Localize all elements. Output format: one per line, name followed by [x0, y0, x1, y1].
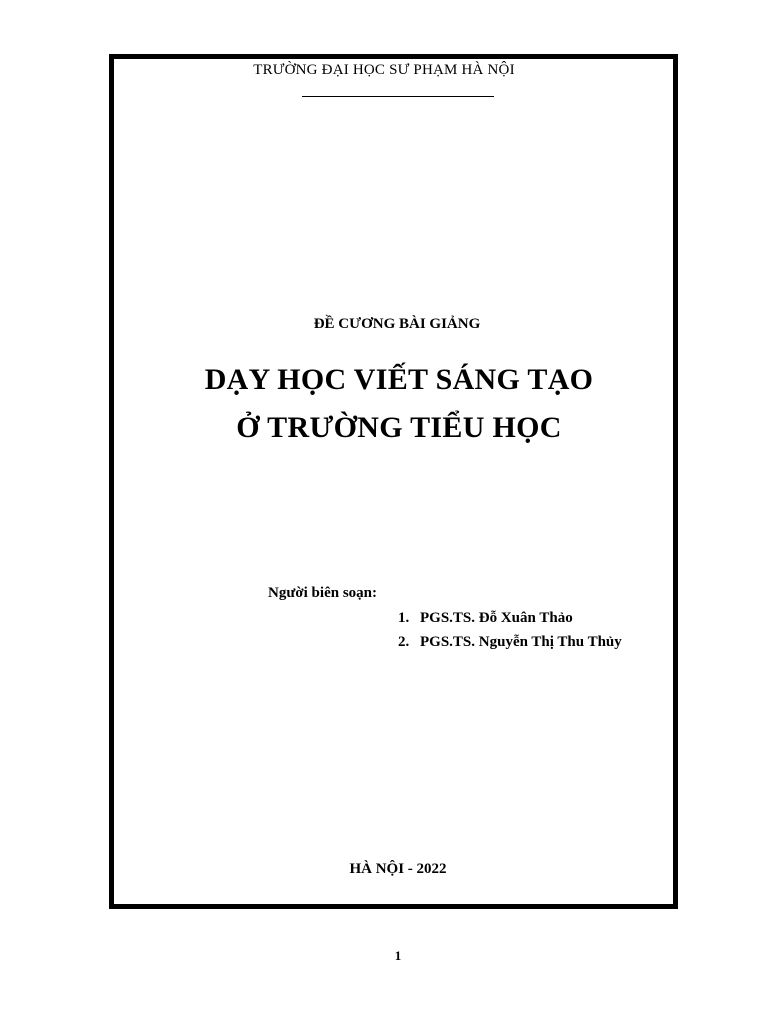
cover-border-frame [109, 54, 678, 909]
author-item-1 [398, 610, 573, 627]
header-underline [302, 96, 494, 97]
author-item-2 [398, 634, 622, 651]
university-name: TRƯỜNG ĐẠI HỌC SƯ PHẠM HÀ NỘI [253, 62, 515, 78]
author-number: 2. [398, 634, 410, 650]
title-line-1: DẠY HỌC VIẾT SÁNG TẠO [204, 363, 594, 396]
page-number: 1 [394, 948, 402, 963]
author-number: 1. [398, 610, 410, 626]
author-name: PGS.TS. Nguyễn Thị Thu Thủy [420, 634, 622, 650]
document-type: ĐỀ CƯƠNG BÀI GIẢNG [313, 316, 481, 332]
authors-label: Người biên soạn: [268, 585, 377, 601]
title-line-2: Ở TRƯỜNG TIỂU HỌC [236, 411, 562, 444]
author-name: PGS.TS. Đỗ Xuân Thảo [420, 610, 573, 626]
place-year: HÀ NỘI - 2022 [349, 861, 447, 877]
